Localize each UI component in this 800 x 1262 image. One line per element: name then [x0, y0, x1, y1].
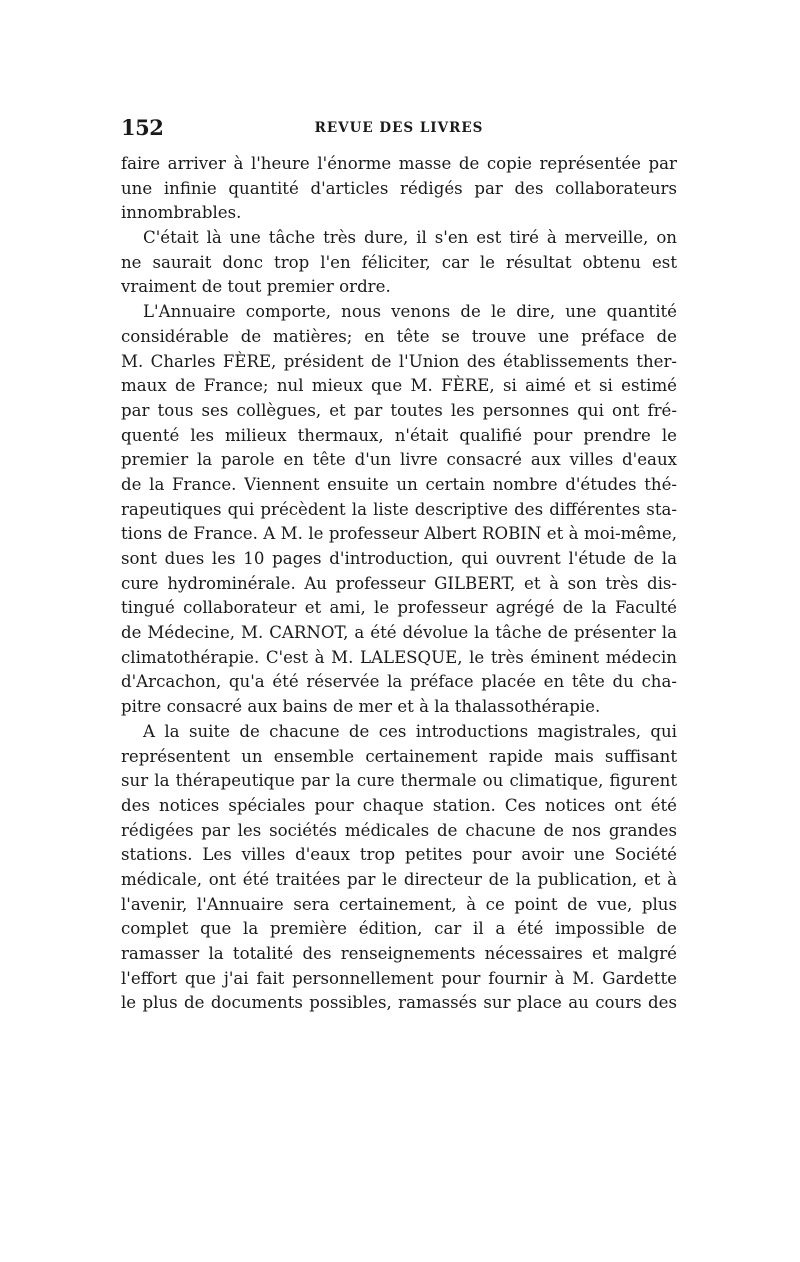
- text-line: climatothérapie. C'est à M. LALESQUE, le très éminent médecin: [121, 647, 677, 667]
- text-line: considérable de matières; en tête se trouve une préface de: [121, 326, 677, 346]
- text-line: des notices spéciales pour chaque station. Ces notices ont été: [121, 795, 677, 815]
- text-line: rapeutiques qui précèdent la liste descriptive des différentes sta-: [121, 499, 677, 519]
- text-line: maux de France; nul mieux que M. FÈRE, si aimé et si estimé: [121, 376, 677, 396]
- text-line: l'avenir, l'Annuaire sera certainement, à ce point de vue, plus: [121, 894, 677, 914]
- text-line: premier la parole en tête d'un livre consacré aux villes d'eaux: [121, 450, 677, 470]
- text-line: une infinie quantité d'articles rédigés par des collaborateurs: [121, 178, 677, 198]
- text-line: sont dues les 10 pages d'introduction, qui ouvrent l'étude de la: [121, 549, 677, 568]
- text-line: par tous ses collègues, et par toutes les personnes qui ont fré-: [121, 400, 677, 420]
- text-line: tingué collaborateur et ami, le professeur agrégé de la Faculté: [121, 598, 677, 618]
- text-line: de la France. Viennent ensuite un certain nombre d'études thé-: [121, 474, 677, 494]
- text-line: rédigées par les sociétés médicales de chacune de nos grandes: [121, 820, 677, 840]
- text-line: stations. Les villes d'eaux trop petites pour avoir une Société: [121, 845, 677, 865]
- text-line: C'était là une tâche très dure, il s'en est tiré à merveille, on: [143, 228, 677, 248]
- body-text: [121, 152, 677, 1016]
- text-line: innombrables.: [121, 203, 242, 223]
- text-line: médicale, ont été traitées par le directeur de la publication, et à: [121, 869, 677, 889]
- page-number: 152: [121, 115, 164, 140]
- text-line: quenté les milieux thermaux, n'était qualifié pour prendre le: [121, 425, 677, 445]
- text-line: ramasser la totalité des renseignements nécessaires et malgré: [121, 944, 677, 963]
- text-line: l'effort que j'ai fait personnellement pour fournir à M. Gardette: [121, 968, 677, 988]
- text-line: pitre consacré aux bains de mer et à la thalassothérapie.: [121, 697, 601, 717]
- text-line: cure hydrominérale. Au professeur GILBERT, et à son très dis-: [121, 573, 677, 593]
- text-line: représentent un ensemble certainement rapide mais suffisant: [121, 746, 677, 766]
- text-line: faire arriver à l'heure l'énorme masse de copie représentée par: [121, 154, 677, 173]
- text-line: le plus de documents possibles, ramassés sur place au cours des: [121, 993, 677, 1013]
- text-line: A la suite de chacune de ces introductions magistrales, qui: [143, 721, 677, 741]
- text-line: de Médecine, M. CARNOT, a été dévolue la tâche de présenter la: [121, 623, 677, 643]
- text-line: M. Charles FÈRE, président de l'Union des établissements ther-: [121, 351, 677, 371]
- text-line: tions de France. A M. le professeur Albert ROBIN et à moi-même,: [121, 524, 677, 544]
- text-line: ne saurait donc trop l'en féliciter, car le résultat obtenu est: [121, 252, 677, 272]
- text-line: d'Arcachon, qu'a été réservée la préface placée en tête du cha-: [121, 672, 677, 692]
- text-line: sur la thérapeutique par la cure thermale ou climatique, figurent: [121, 771, 677, 791]
- running-title: REVUE DES LIVRES: [314, 120, 484, 136]
- text-line: L'Annuaire comporte, nous venons de le dire, une quantité: [143, 302, 677, 322]
- text-line: vraiment de tout premier ordre.: [121, 277, 391, 297]
- text-line: complet que la première édition, car il a été impossible de: [121, 919, 677, 939]
- page-header: [121, 115, 677, 145]
